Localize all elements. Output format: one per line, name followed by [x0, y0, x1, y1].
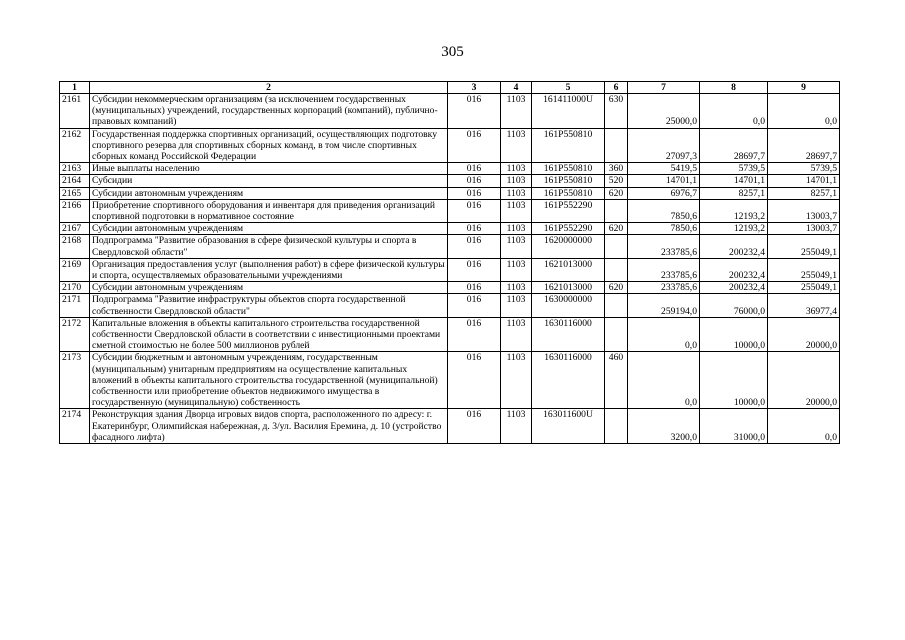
row-name: Организация предоставления услуг (выполнения работ) в сфере физической культуры и спорта, осуществляемых образовательными учреждениями [90, 258, 448, 281]
row-target-code: 1630116000 [532, 317, 605, 352]
row-ministry-code: 016 [448, 317, 501, 352]
row-value-col8: 76000,0 [700, 294, 768, 317]
table-row [60, 128, 840, 163]
row-value-col7: 25000,0 [628, 94, 700, 129]
column-header: 7 [628, 82, 700, 94]
row-ministry-code: 016 [448, 258, 501, 281]
row-expense-type: 620 [605, 187, 628, 199]
row-section-code: 1103 [501, 199, 532, 222]
row-section-code: 1103 [501, 258, 532, 281]
row-expense-type: 620 [605, 223, 628, 235]
row-value-col8: 5739,5 [700, 163, 768, 175]
table-row [60, 223, 840, 235]
row-number: 2164 [60, 175, 90, 187]
row-value-col7: 14701,1 [628, 175, 700, 187]
table-row [60, 199, 840, 222]
row-value-col8: 200232,4 [700, 235, 768, 258]
row-value-col7: 3200,0 [628, 409, 700, 444]
row-value-col9: 8257,1 [768, 187, 840, 199]
row-ministry-code: 016 [448, 199, 501, 222]
row-expense-type: 360 [605, 163, 628, 175]
row-value-col9: 20000,0 [768, 317, 840, 352]
row-section-code: 1103 [501, 223, 532, 235]
row-value-col9: 14701,1 [768, 175, 840, 187]
row-target-code: 1630000000 [532, 294, 605, 317]
row-value-col8: 200232,4 [700, 258, 768, 281]
table-row [60, 352, 840, 409]
row-target-code: 161411000U [532, 94, 605, 129]
row-section-code: 1103 [501, 175, 532, 187]
table-body [60, 94, 840, 444]
row-name: Субсидии некоммерческим организациям (за исключением государственных (муниципальных) учреждений, государственных корпораций (компаний), публично-правовых компаний) [90, 94, 448, 129]
row-value-col7: 259194,0 [628, 294, 700, 317]
row-value-col9: 20000,0 [768, 352, 840, 409]
table-row [60, 258, 840, 281]
table-row [60, 282, 840, 294]
row-value-col8: 200232,4 [700, 282, 768, 294]
row-value-col8: 12193,2 [700, 223, 768, 235]
row-target-code: 1621013000 [532, 282, 605, 294]
column-header: 4 [501, 82, 532, 94]
row-target-code: 161P550810 [532, 163, 605, 175]
table-row [60, 409, 840, 444]
row-value-col7: 7850,6 [628, 223, 700, 235]
row-value-col9: 255049,1 [768, 258, 840, 281]
budget-table [59, 81, 840, 444]
row-value-col8: 31000,0 [700, 409, 768, 444]
row-section-code: 1103 [501, 163, 532, 175]
row-number: 2170 [60, 282, 90, 294]
row-value-col9: 255049,1 [768, 282, 840, 294]
row-expense-type [605, 258, 628, 281]
row-target-code: 161P552290 [532, 223, 605, 235]
row-section-code: 1103 [501, 235, 532, 258]
row-expense-type: 520 [605, 175, 628, 187]
row-expense-type: 460 [605, 352, 628, 409]
row-value-col8: 14701,1 [700, 175, 768, 187]
row-target-code: 1630116000 [532, 352, 605, 409]
row-expense-type: 630 [605, 94, 628, 129]
table-row [60, 235, 840, 258]
row-target-code: 161P550810 [532, 175, 605, 187]
row-ministry-code: 016 [448, 175, 501, 187]
column-header: 9 [768, 82, 840, 94]
row-name: Подпрограмма "Развитие образования в сфере физической культуры и спорта в Свердловской области" [90, 235, 448, 258]
row-section-code: 1103 [501, 317, 532, 352]
row-section-code: 1103 [501, 187, 532, 199]
row-name: Приобретение спортивного оборудования и инвентаря для приведения организаций спортивной подготовки в нормативное состояние [90, 199, 448, 222]
row-value-col9: 28697,7 [768, 128, 840, 163]
row-name: Государственная поддержка спортивных организаций, осуществляющих подготовку спортивного резерва для спортивных сборных команд, в том числе спортивных сборных команд Российской Федерации [90, 128, 448, 163]
row-value-col9: 0,0 [768, 409, 840, 444]
row-value-col7: 6976,7 [628, 187, 700, 199]
row-section-code: 1103 [501, 352, 532, 409]
row-value-col7: 0,0 [628, 352, 700, 409]
table-row [60, 163, 840, 175]
row-name: Субсидии автономным учреждениям [90, 187, 448, 199]
row-section-code: 1103 [501, 282, 532, 294]
row-number: 2166 [60, 199, 90, 222]
row-ministry-code: 016 [448, 94, 501, 129]
row-value-col9: 13003,7 [768, 223, 840, 235]
row-target-code: 161P550810 [532, 128, 605, 163]
row-number: 2168 [60, 235, 90, 258]
row-ministry-code: 016 [448, 187, 501, 199]
row-number: 2172 [60, 317, 90, 352]
row-number: 2169 [60, 258, 90, 281]
row-name: Субсидии [90, 175, 448, 187]
column-header: 6 [605, 82, 628, 94]
row-value-col7: 7850,6 [628, 199, 700, 222]
row-name: Подпрограмма "Развитие инфраструктуры объектов спорта государственной собственности Свердловской области" [90, 294, 448, 317]
table-row [60, 317, 840, 352]
row-ministry-code: 016 [448, 235, 501, 258]
row-expense-type [605, 235, 628, 258]
row-target-code: 1620000000 [532, 235, 605, 258]
row-ministry-code: 016 [448, 352, 501, 409]
row-name: Субсидии автономным учреждениям [90, 282, 448, 294]
row-number: 2162 [60, 128, 90, 163]
row-number: 2167 [60, 223, 90, 235]
row-value-col8: 0,0 [700, 94, 768, 129]
row-value-col9: 13003,7 [768, 199, 840, 222]
row-value-col9: 5739,5 [768, 163, 840, 175]
row-value-col8: 10000,0 [700, 352, 768, 409]
row-section-code: 1103 [501, 294, 532, 317]
row-name: Субсидии бюджетным и автономным учреждениям, государственным (муниципальным) унитарным предприятиям на осуществление капитальных вложений в объекты капитального строительства государственной (муниципальной) собственности или приобретение объектов недвижимого имущества в государственную (муниципальную) собственность [90, 352, 448, 409]
row-expense-type [605, 317, 628, 352]
row-section-code: 1103 [501, 94, 532, 129]
column-header: 5 [532, 82, 605, 94]
row-section-code: 1103 [501, 128, 532, 163]
row-name: Иные выплаты населению [90, 163, 448, 175]
table-row [60, 187, 840, 199]
row-ministry-code: 016 [448, 128, 501, 163]
row-value-col9: 255049,1 [768, 235, 840, 258]
row-ministry-code: 016 [448, 282, 501, 294]
row-value-col7: 233785,6 [628, 235, 700, 258]
row-value-col8: 8257,1 [700, 187, 768, 199]
row-ministry-code: 016 [448, 294, 501, 317]
row-value-col7: 27097,3 [628, 128, 700, 163]
row-value-col9: 36977,4 [768, 294, 840, 317]
row-section-code: 1103 [501, 409, 532, 444]
row-number: 2163 [60, 163, 90, 175]
table-row [60, 94, 840, 129]
row-name: Реконструкция здания Дворца игровых видов спорта, расположенного по адресу: г. Екатеринбург, Олимпийская набережная, д. 3/ул. Василия Еремина, д. 10 (устройство фасадного лифта) [90, 409, 448, 444]
row-number: 2173 [60, 352, 90, 409]
row-target-code: 163011600U [532, 409, 605, 444]
row-expense-type [605, 199, 628, 222]
row-value-col8: 12193,2 [700, 199, 768, 222]
row-expense-type [605, 294, 628, 317]
row-number: 2161 [60, 94, 90, 129]
table-row [60, 294, 840, 317]
row-ministry-code: 016 [448, 163, 501, 175]
row-expense-type: 620 [605, 282, 628, 294]
row-name: Капитальные вложения в объекты капитального строительства государственной собственности Свердловской области в соответствии с инвестиционными проектами сметной стоимостью не более 500 миллионов рублей [90, 317, 448, 352]
row-ministry-code: 016 [448, 409, 501, 444]
row-target-code: 161P552290 [532, 199, 605, 222]
row-number: 2165 [60, 187, 90, 199]
row-value-col7: 233785,6 [628, 258, 700, 281]
row-number: 2174 [60, 409, 90, 444]
row-name: Субсидии автономным учреждениям [90, 223, 448, 235]
row-value-col8: 28697,7 [700, 128, 768, 163]
row-value-col7: 233785,6 [628, 282, 700, 294]
page-number: 305 [441, 44, 464, 60]
row-target-code: 1621013000 [532, 258, 605, 281]
column-header: 8 [700, 82, 768, 94]
row-number: 2171 [60, 294, 90, 317]
column-header: 1 [60, 82, 90, 94]
row-expense-type [605, 409, 628, 444]
row-expense-type [605, 128, 628, 163]
row-value-col7: 0,0 [628, 317, 700, 352]
row-value-col7: 5419,5 [628, 163, 700, 175]
row-ministry-code: 016 [448, 223, 501, 235]
table-header-row [60, 82, 840, 94]
table-row [60, 175, 840, 187]
row-value-col8: 10000,0 [700, 317, 768, 352]
column-header: 3 [448, 82, 501, 94]
row-target-code: 161P550810 [532, 187, 605, 199]
column-header: 2 [90, 82, 448, 94]
row-value-col9: 0,0 [768, 94, 840, 129]
